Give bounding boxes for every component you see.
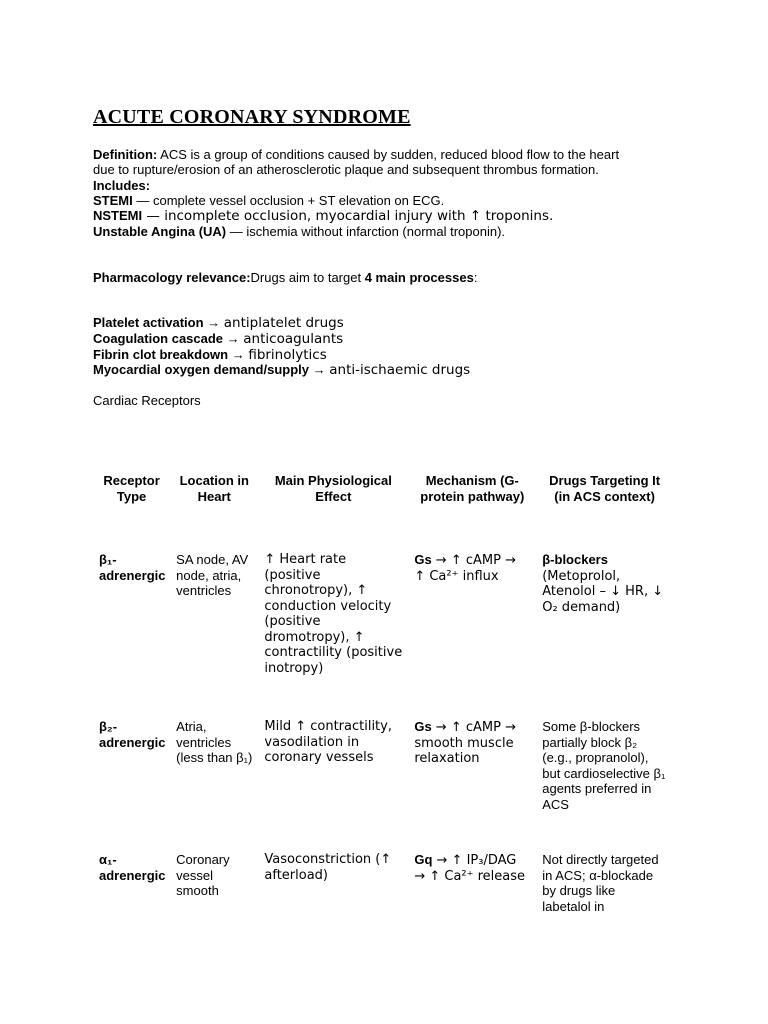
definition-label: Definition: (93, 147, 158, 162)
process-item: Myocardial oxygen demand/supply → anti-ischaemic drugs (93, 362, 471, 378)
drugs-cell: Some β-blockers partially block β₂ (e.g., propranolol), but cardioselective β₁ agents preferred in ACS (542, 719, 666, 812)
table-header: Receptor Type (103, 473, 160, 504)
document-title: ACUTE CORONARY SYNDROME (93, 106, 411, 128)
pharmacology-relevance: Pharmacology relevance:Drugs aim to target 4 main processes: (93, 270, 478, 285)
table-row (93, 852, 673, 932)
receptor-type-cell: β₂-adrenergic (99, 719, 166, 750)
location-cell: Coronary vessel smooth (176, 852, 230, 898)
effect-cell: Vasoconstriction (↑ afterload) (264, 852, 392, 883)
mechanism-cell: Gq → ↑ IP₃/DAG → ↑ Ca²⁺ release (414, 852, 526, 884)
pharmacology-label: Pharmacology relevance: (93, 270, 251, 285)
cardiac-receptors-label: Cardiac Receptors (93, 393, 201, 408)
effect-cell: Mild ↑ contractility, vasodilation in coronary vessels (264, 719, 392, 765)
drugs-cell: Not directly targeted in ACS; α-blockade by drugs like labetalol in (542, 852, 659, 914)
receptor-type-cell: α₁-adrenergic (99, 852, 166, 883)
drugs-cell: β-blockers (Metoprolol, Atenolol – ↓ HR, ↓ O₂ demand) (542, 552, 664, 615)
table-header: Drugs Targeting It (in ACS context) (549, 473, 661, 504)
table-header: Main Physiological Effect (274, 473, 392, 504)
definition-line-1 (93, 147, 619, 163)
location-cell: Atria, ventricles (less than β₁) (176, 719, 253, 765)
cardiac-receptors-table (93, 466, 673, 932)
process-item: Fibrin clot breakdown → fibrinolytics (93, 347, 327, 363)
table-row (93, 719, 673, 852)
mechanism-cell: Gs → ↑ cAMP → smooth muscle relaxation (414, 719, 516, 766)
includes-item-ua: Unstable Angina (UA) — ischemia without infarction (normal troponin). (93, 224, 506, 239)
includes-label: Includes: (93, 178, 151, 193)
includes-item-stemi: STEMI — complete vessel occlusion + ST elevation on ECG. (93, 193, 445, 208)
table-header: Mechanism (G-protein pathway) (420, 473, 525, 504)
location-cell: SA node, AV node, atria, ventricles (176, 552, 249, 598)
definition-line-2: due to rupture/erosion of an atherosclerotic plaque and subsequent thrombus formation. (93, 162, 599, 177)
effect-cell: ↑ Heart rate (positive chronotropy), ↑ conduction velocity (positive dromotropy), ↑ contractility (positive inotropy) (264, 552, 403, 676)
process-item: Platelet activation → antiplatelet drugs (93, 315, 344, 331)
includes-item-nstemi: NSTEMI — incomplete occlusion, myocardial injury with ↑ troponins. (93, 208, 554, 224)
table-header-row (93, 466, 673, 552)
process-item: Coagulation cascade → anticoagulants (93, 331, 344, 347)
receptor-type-cell: β₁-adrenergic (99, 552, 166, 583)
mechanism-cell: Gs → ↑ cAMP → ↑ Ca²⁺ influx (414, 552, 516, 584)
table-header: Location in Heart (179, 473, 249, 504)
definition-text-1: ACS is a group of conditions caused by sudden, reduced blood flow to the heart (157, 147, 620, 162)
table-row (93, 552, 673, 719)
